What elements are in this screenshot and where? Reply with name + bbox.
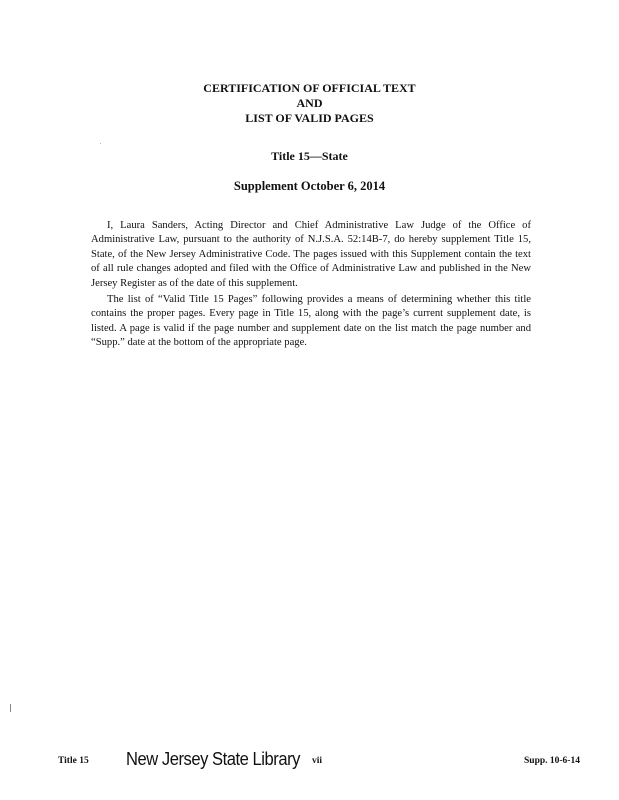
certification-paragraph: I, Laura Sanders, Acting Director and Chief Administrative Law Judge of the Office of Administrative Law, pursuant to the authority of N.J.S.A. 52:14B-7, do hereby supplement Title 15, State, of the New Jersey Administrative Code. The pages issued with this Supplement contain the text of all rule changes adopted and filed with the Office of Administrative Law and published in the New Jersey Register as of the date of this supplement.: [91, 220, 531, 289]
title-label: Title 15—State: [271, 149, 348, 163]
scan-speck: [100, 143, 101, 144]
footer-title: Title 15: [58, 756, 89, 766]
margin-mark: [10, 704, 11, 712]
certification-heading: CERTIFICATION OF OFFICIAL TEXT: [203, 81, 416, 95]
supplement-date: Supplement October 6, 2014: [233, 179, 386, 193]
library-stamp: New Jersey State Library: [126, 749, 300, 769]
valid-pages-heading: LIST OF VALID PAGES: [245, 111, 374, 125]
valid-pages-paragraph: The list of “Valid Title 15 Pages” following provides a means of determining whether this title contains the proper pages. Every page in Title 15, along with the page’s current supplement date, is listed. A page is valid if the page number and supplement date on the list match the page number and “Supp.” date at the bottom of the appropriate page.: [91, 294, 531, 349]
page-number: vii: [312, 756, 323, 766]
heading-and: AND: [296, 96, 323, 110]
footer-supplement: Supp. 10-6-14: [524, 756, 580, 766]
